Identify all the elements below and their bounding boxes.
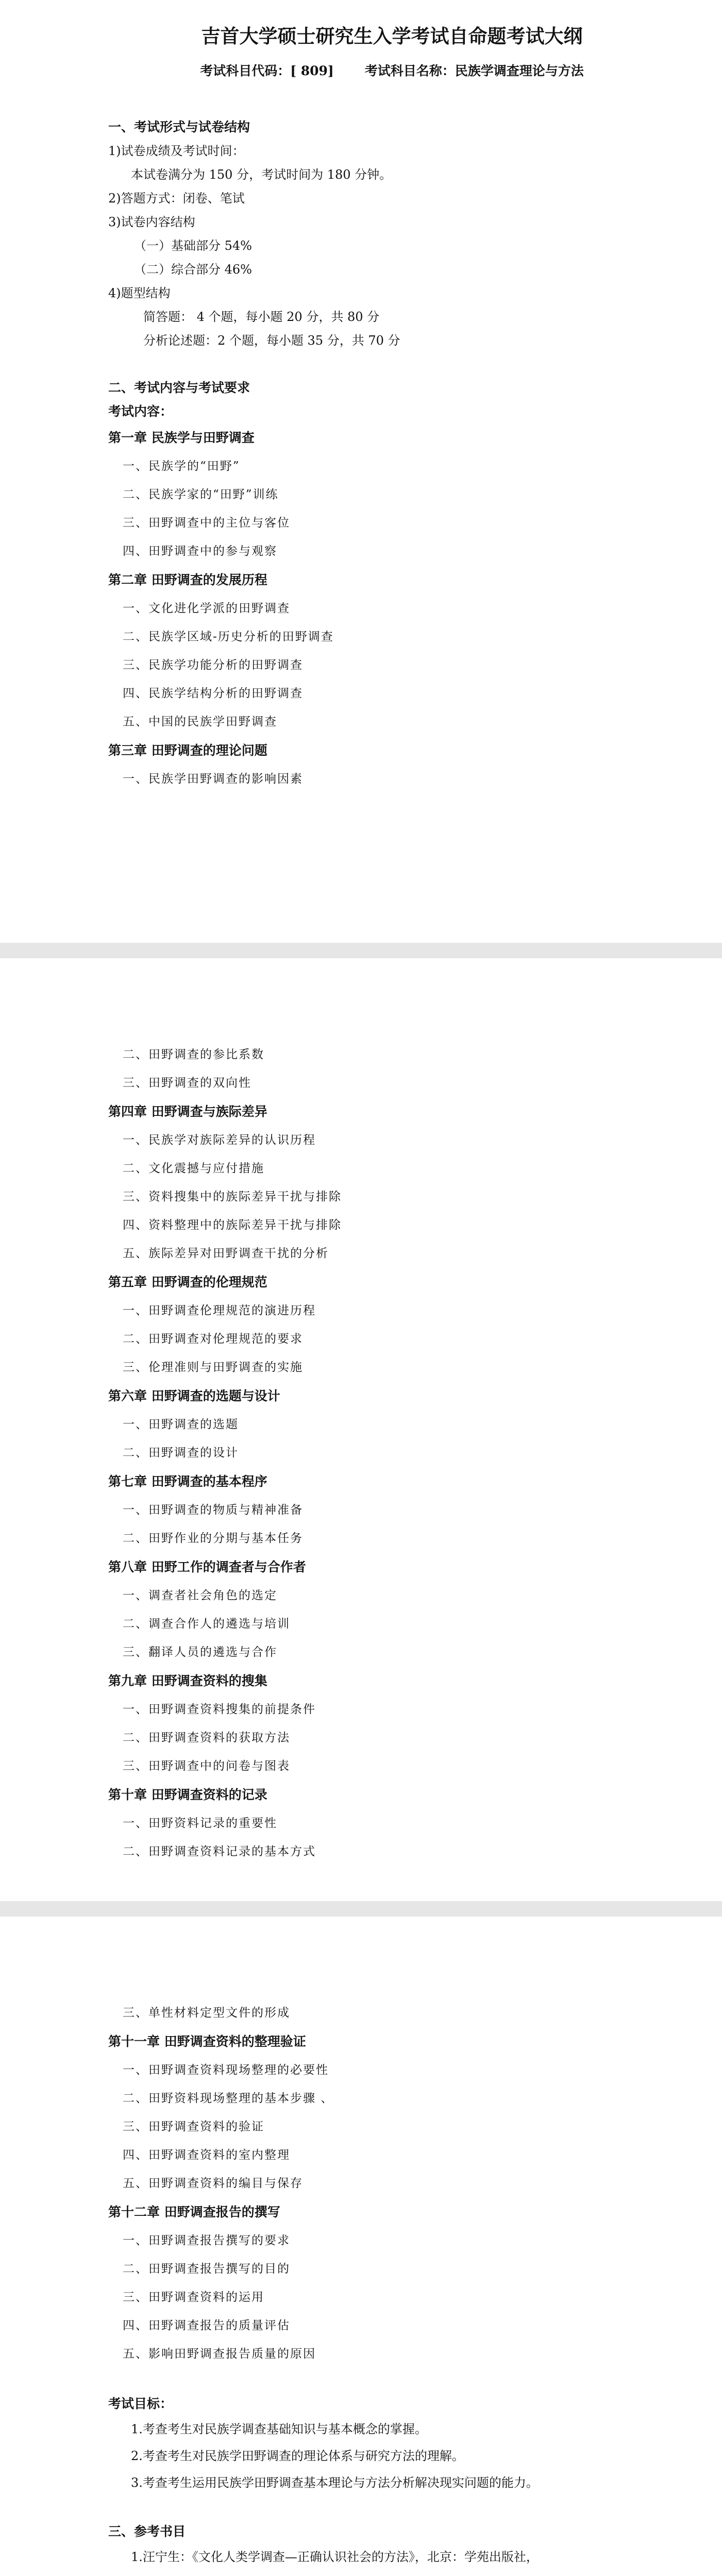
exam-goals-heading: 考试目标： [108, 2396, 173, 2411]
chapter-list-page-2 [108, 1097, 634, 1866]
chapter-item: 四、田野调查中的参与观察 [123, 545, 277, 558]
chapter-item: 一、田野调查的选题 [123, 1418, 239, 1431]
chapter-item: 二、田野调查资料记录的基本方式 [123, 1845, 316, 1858]
chapter-item: 一、田野调查的物质与精神准备 [123, 1503, 303, 1517]
chapter-item: 三、田野调查资料的运用 [123, 2291, 264, 2304]
chapter-item: 二、民族学区域-历史分析的田野调查 [123, 630, 334, 643]
chapter-item: 二、文化震撼与应付措施 [123, 1162, 264, 1175]
chapter-item: 二、田野资料现场整理的基本步骤 、 [123, 2092, 334, 2105]
exam-goal-item: 3.考查考生运用民族学田野调查基本理论与方法分析解决现实问题的能力。 [131, 2476, 539, 2490]
reference-1-cont [108, 2570, 634, 2576]
exam-item-1: 1)试卷成绩及考试时间： [108, 144, 245, 158]
exam-content-label: 考试内容： [108, 404, 173, 419]
section-heading-exam-content: 二、考试内容与考试要求 [108, 380, 250, 395]
exam-goal-item: 1.考查考生对民族学调查基础知识与基本概念的掌握。 [131, 2422, 427, 2436]
exam-item-3-b: （二）综合部分 46% [134, 262, 252, 277]
chapter-item: 三、田野调查资料的验证 [123, 2120, 264, 2133]
chapter-heading: 第三章 田野调查的理论问题 [108, 743, 267, 758]
continued-items-page-3 [108, 1999, 634, 2027]
exam-item-4-a: 简答题： 4 个题，每小题 20 分，共 80 分 [143, 310, 380, 324]
chapter-heading: 第八章 田野工作的调查者与合作者 [108, 1560, 306, 1574]
section-heading-references: 三、参考书目 [108, 2524, 186, 2539]
chapter-item: 三、单性材料定型文件的形成 [123, 2006, 290, 2020]
chapter-item: 三、民族学功能分析的田野调查 [123, 658, 303, 672]
chapter-item: 三、田野调查中的主位与客位 [123, 516, 290, 530]
document-title: 吉首大学硕士研究生入学考试自命题考试大纲 [201, 25, 583, 47]
exam-item-3: 3)试卷内容结构 [108, 215, 195, 229]
chapter-item: 三、资料搜集中的族际差异干扰与排除 [123, 1190, 342, 1204]
chapter-item: 一、文化进化学派的田野调查 [123, 602, 290, 615]
chapter-heading: 第二章 田野调查的发展历程 [108, 572, 267, 587]
chapter-item: 二、田野调查的参比系数 [123, 1048, 264, 1061]
chapter-list-page-3 [108, 2027, 634, 2368]
chapter-heading: 第十章 田野调查资料的记录 [108, 1787, 267, 1802]
chapter-heading: 第五章 田野调查的伦理规范 [108, 1275, 267, 1290]
exam-item-4-b: 分析论述题：2 个题，每小题 35 分，共 70 分 [143, 333, 400, 348]
chapter-item: 五、影响田野调查报告质量的原因 [123, 2347, 316, 2361]
chapter-heading: 第十二章 田野调查报告的撰写 [108, 2205, 280, 2219]
subject-code: 考试科目代码：[ 809] [200, 63, 334, 78]
subject-info [108, 61, 634, 79]
chapter-item: 二、田野调查资料的获取方法 [123, 1731, 290, 1744]
continued-items-page-2 [108, 1041, 634, 1097]
exam-item-4: 4)题型结构 [108, 286, 171, 300]
chapter-item: 一、民族学的“田野” [123, 460, 240, 473]
chapter-item: 四、资料整理中的族际差异干扰与排除 [123, 1218, 342, 1232]
chapter-heading: 第九章 田野调查资料的搜集 [108, 1673, 267, 1688]
exam-goals-list [108, 2416, 634, 2496]
reference-1: 1.汪宁生：《文化人类学调查—正确认识社会的方法》，北京：学苑出版社， [131, 2550, 539, 2564]
chapter-heading: 第一章 民族学与田野调查 [108, 430, 255, 445]
page-3-content [108, 1999, 634, 2576]
document-page-1 [0, 0, 722, 943]
chapter-item: 二、民族学家的“田野”训练 [123, 488, 279, 501]
chapter-heading: 第十一章 田野调查资料的整理验证 [108, 2034, 306, 2049]
chapter-item: 三、翻译人员的遴选与合作 [123, 1646, 277, 1659]
chapter-item: 四、民族学结构分析的田野调查 [123, 687, 303, 700]
section-heading-exam-format: 一、考试形式与试卷结构 [108, 120, 250, 134]
exam-goal-item: 2.考查考生对民族学田野调查的理论体系与研究方法的理解。 [131, 2449, 464, 2463]
chapter-item: 一、田野调查报告撰写的要求 [123, 2234, 290, 2247]
exam-item-2: 2)答题方式：闭卷、笔试 [108, 191, 245, 206]
chapter-item: 一、田野调查资料现场整理的必要性 [123, 2063, 329, 2077]
chapter-item: 二、田野调查对伦理规范的要求 [123, 1332, 303, 1346]
chapter-item: 三、伦理准则与田野调查的实施 [123, 1361, 303, 1374]
exam-item-1-text: 本试卷满分为 150 分，考试时间为 180 分钟。 [131, 167, 392, 182]
chapter-heading: 第四章 田野调查与族际差异 [108, 1104, 267, 1119]
chapter-list-page-1 [108, 423, 634, 793]
chapter-heading: 第七章 田野调查的基本程序 [108, 1474, 267, 1489]
chapter-item: 二、调查合作人的遴选与培训 [123, 1617, 290, 1631]
chapter-item: 五、中国的民族学田野调查 [123, 715, 277, 728]
document-page-2 [0, 958, 722, 1901]
chapter-item: 一、民族学对族际差异的认识历程 [123, 1133, 316, 1147]
document-page-3 [0, 1917, 722, 2576]
chapter-item: 一、田野调查伦理规范的演进历程 [123, 1304, 316, 1317]
chapter-item: 一、田野调查资料搜集的前提条件 [123, 1703, 316, 1716]
chapter-heading: 第六章 田野调查的选题与设计 [108, 1388, 280, 1403]
chapter-item: 三、田野调查中的问卷与图表 [123, 1759, 290, 1773]
chapter-item: 五、田野调查资料的编目与保存 [123, 2177, 303, 2190]
chapter-item: 二、田野作业的分期与基本任务 [123, 1532, 303, 1545]
page-1-content [108, 21, 634, 793]
chapter-item: 二、田野调查报告撰写的目的 [123, 2262, 290, 2276]
exam-item-3-a: （一）基础部分 54% [134, 239, 252, 253]
subject-name: 考试科目名称：民族学调查理论与方法 [364, 63, 584, 78]
chapter-item: 三、田野调查的双向性 [123, 1076, 251, 1090]
chapter-item: 一、民族学田野调查的影响因素 [123, 772, 303, 786]
chapter-item: 五、族际差异对田野调查干扰的分析 [123, 1247, 329, 1260]
chapter-item: 一、田野资料记录的重要性 [123, 1817, 277, 1830]
page-2-content [108, 1041, 634, 1866]
chapter-item: 二、田野调查的设计 [123, 1446, 239, 1460]
chapter-item: 一、调查者社会角色的选定 [123, 1589, 277, 1602]
chapter-item: 四、田野调查报告的质量评估 [123, 2319, 290, 2332]
chapter-item: 四、田野调查资料的室内整理 [123, 2148, 290, 2162]
